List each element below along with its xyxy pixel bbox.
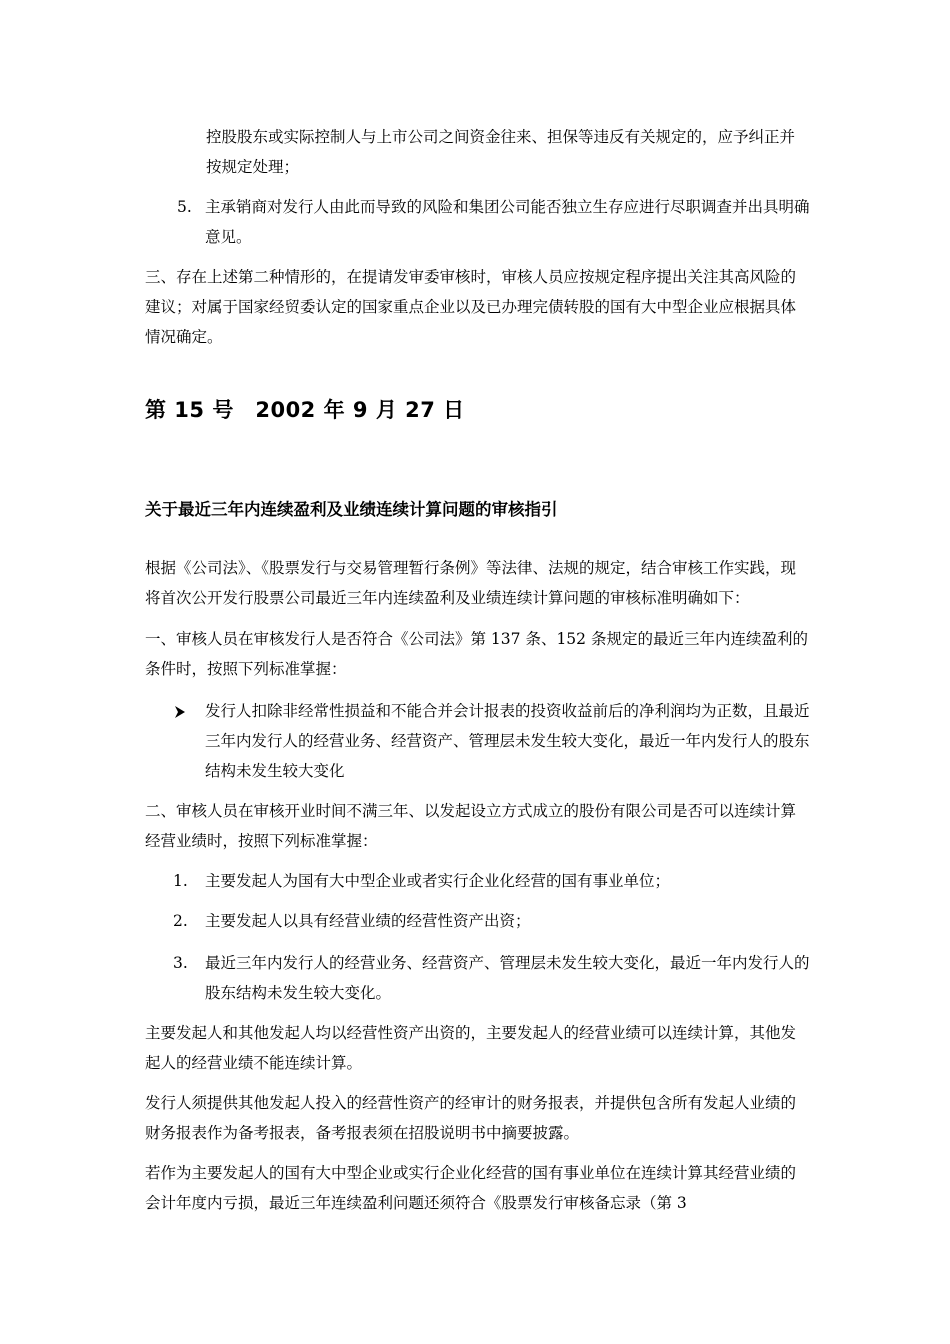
paragraph-continuous-calc: 主要发起人和其他发起人均以经营性资产出资的，主要发起人的经营业绩可以连续计算，其他发起人的经营业绩不能连续计算。 bbox=[145, 1024, 797, 1072]
issue-heading: 第 15 号 2002 年 9 月 27 日 bbox=[145, 398, 465, 422]
paragraph-section-two: 二、审核人员在审核开业时间不满三年、以发起设立方式成立的股份有限公司是否可以连续计算经营业绩时，按照下列标准掌握： bbox=[145, 802, 797, 850]
list-item-1 bbox=[145, 866, 810, 896]
list-item-text: 主承销商对发行人由此而导致的风险和集团公司能否独立生存应进行尽职调查并出具明确意见。 bbox=[205, 198, 810, 246]
list-item-text: 主要发起人为国有大中型企业或者实行企业化经营的国有事业单位； bbox=[205, 872, 671, 890]
paragraph-financial-statements: 发行人须提供其他发起人投入的经营性资产的经审计的财务报表，并提供包含所有发起人业绩的财务报表作为备考报表，备考报表须在招股说明书中摘要披露。 bbox=[145, 1094, 797, 1142]
arrow-bullet-icon bbox=[173, 705, 187, 719]
list-item-2 bbox=[145, 906, 810, 936]
bullet-item bbox=[145, 696, 810, 786]
guideline-title: 关于最近三年内连续盈利及业绩连续计算问题的审核指引 bbox=[145, 500, 558, 519]
intro-paragraph: 根据《公司法》、《股票发行与交易管理暂行条例》等法律、法规的规定，结合审核工作实践，现将首次公开发行股票公司最近三年内连续盈利及业绩连续计算问题的审核标准明确如下： bbox=[145, 559, 797, 607]
list-item-5 bbox=[145, 192, 810, 252]
list-marker: 1. bbox=[173, 872, 188, 890]
list-item-text: 主要发起人以具有经营业绩的经营性资产出资； bbox=[205, 912, 531, 930]
list-item-3 bbox=[145, 948, 810, 1008]
list-item-text: 最近三年内发行人的经营业务、经营资产、管理层未发生较大变化，最近一年内发行人的股东结构未发生较大变化。 bbox=[205, 954, 810, 1002]
list-marker: 3. bbox=[173, 954, 188, 972]
paragraph-section-one: 一、审核人员在审核发行人是否符合《公司法》第 137 条、152 条规定的最近三年内连续盈利的条件时，按照下列标准掌握： bbox=[145, 630, 808, 678]
paragraph-loss-condition: 若作为主要发起人的国有大中型企业或实行企业化经营的国有事业单位在连续计算其经营业绩的会计年度内亏损，最近三年连续盈利问题还须符合《股票发行审核备忘录（第 3 bbox=[145, 1164, 797, 1212]
continuation-paragraph: 控股股东或实际控制人与上市公司之间资金往来、担保等违反有关规定的，应予纠正并按规定处理； bbox=[206, 128, 796, 176]
list-marker: 2. bbox=[173, 912, 188, 930]
bullet-text: 发行人扣除非经常性损益和不能合并会计报表的投资收益前后的净利润均为正数，且最近三年内发行人的经营业务、经营资产、管理层未发生较大变化，最近一年内发行人的股东结构未发生较大变化 bbox=[205, 702, 810, 780]
list-marker: 5. bbox=[177, 198, 192, 216]
paragraph-section-three: 三、存在上述第二种情形的，在提请发审委审核时，审核人员应按规定程序提出关注其高风险的建议；对属于国家经贸委认定的国家重点企业以及已办理完债转股的国有大中型企业应根据具体情况确定。 bbox=[145, 268, 797, 346]
